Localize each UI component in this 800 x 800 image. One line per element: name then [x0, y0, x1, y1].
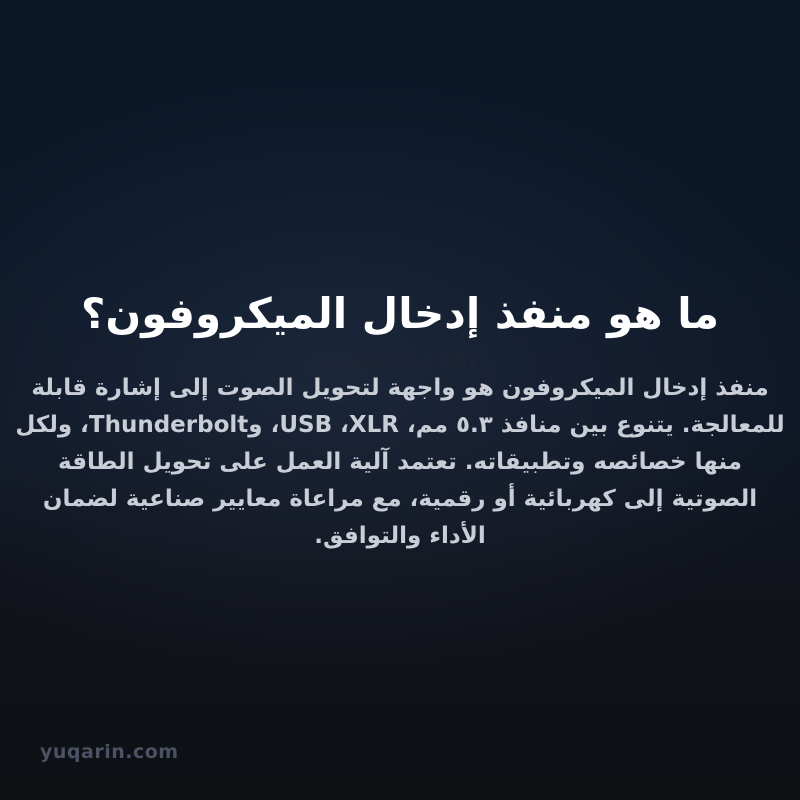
body-text-line: منفذ إدخال الميكروفون هو واجهة لتحويل الصوت إلى إشارة قابلة	[31, 375, 769, 401]
body-text	[0, 370, 800, 555]
footer-watermark: yuqarin.com	[40, 741, 179, 763]
center-watermark: yuqarin.com	[323, 347, 477, 371]
body-text-line: الأداء والتوافق.	[314, 523, 486, 549]
body-text-line: للمعالجة. يتنوع بين منافذ ٥.٣ مم، XLR‏، USB‏، وThunderbolt‏، ولكل	[15, 412, 785, 438]
body-text-line: منها خصائصه وتطبيقاته. تعتمد آلية العمل على تحويل الطاقة	[58, 449, 743, 475]
body-text-line: الصوتية إلى كهربائية أو رقمية، مع مراعاة معايير صناعية لضمان	[42, 486, 758, 512]
page-title: ما هو منفذ إدخال الميكروفون؟	[81, 289, 719, 339]
